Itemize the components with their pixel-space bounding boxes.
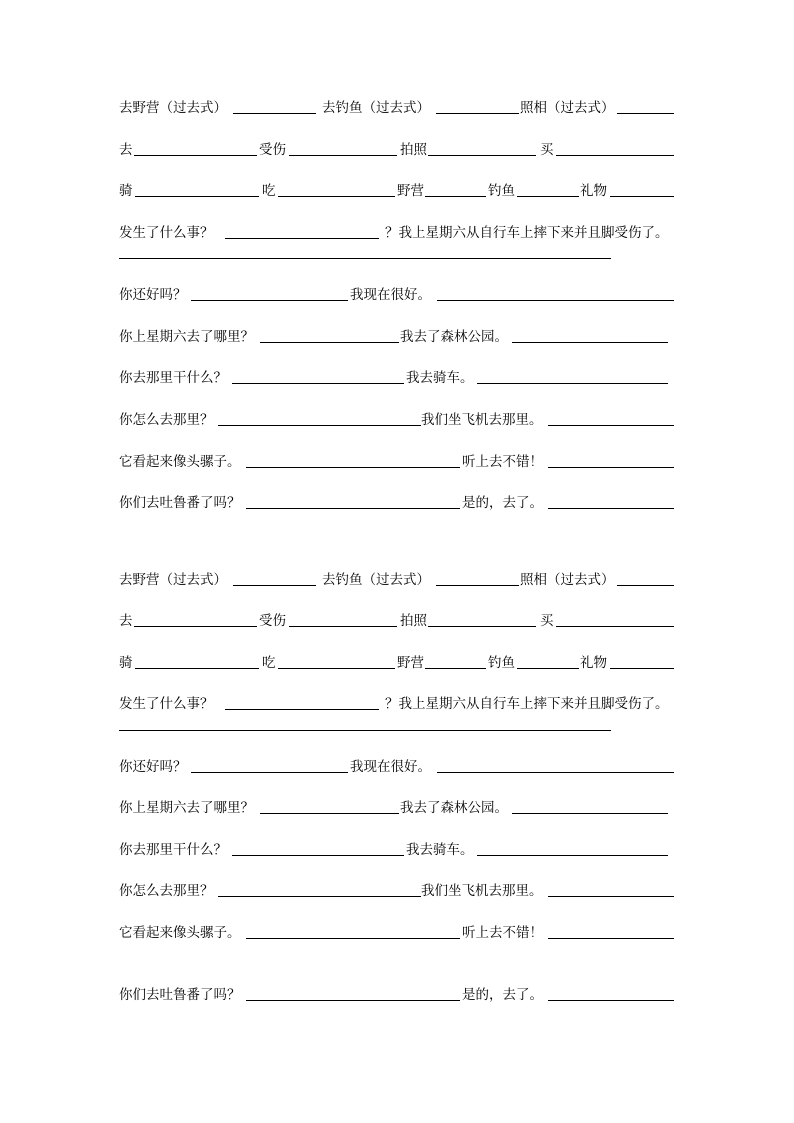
vocab-label: 钓鱼 (488, 655, 515, 671)
answer-blank[interactable] (233, 113, 316, 114)
dialogue-question: 发生了什么事？ (119, 225, 214, 241)
answer-blank[interactable] (617, 585, 674, 586)
dialogue-answer: 我去了森林公园。 (400, 329, 508, 345)
dialogue-row-5 (119, 410, 674, 430)
answer-blank[interactable] (278, 196, 395, 197)
dialogue-question: 你上星期六去了哪里？ (119, 800, 254, 816)
answer-blank[interactable] (191, 772, 348, 773)
dialogue-row-1 (119, 223, 674, 243)
answer-blank[interactable] (260, 813, 399, 814)
answer-blank[interactable] (556, 626, 674, 627)
dialogue-row-3 (119, 798, 674, 818)
answer-blank[interactable] (610, 668, 674, 669)
vocab-label: 去 (119, 613, 133, 629)
dialogue-row-7 (119, 493, 674, 513)
dialogue-question: 你们去吐鲁番了吗？ (119, 987, 241, 1003)
answer-blank[interactable] (512, 813, 668, 814)
vocab-label: 拍照 (400, 142, 427, 158)
vocab-label: 去钓鱼（过去式） (322, 100, 430, 116)
vocab-label: 照相（过去式） (520, 100, 615, 116)
dialogue-question: 它看起来像头骡子。 (119, 454, 241, 470)
answer-blank[interactable] (617, 113, 674, 114)
dialogue-question: 你们去吐鲁番了吗？ (119, 495, 241, 511)
vocab-label: 礼物 (580, 183, 607, 199)
answer-blank[interactable] (548, 467, 674, 468)
dialogue-answer: ？我上星期六从自行车上摔下来并且脚受伤了。 (385, 225, 669, 241)
vocab-label: 去 (119, 142, 133, 158)
answer-blank-full-line[interactable] (119, 258, 611, 259)
vocab-label: 买 (540, 142, 554, 158)
vocab-label: 礼物 (580, 655, 607, 671)
answer-blank[interactable] (246, 938, 460, 939)
dialogue-row-3 (119, 327, 674, 347)
vocab-label: 骑 (119, 183, 133, 199)
vocab-row-1 (119, 570, 674, 590)
answer-blank[interactable] (225, 709, 379, 710)
answer-blank[interactable] (548, 896, 674, 897)
dialogue-question: 你怎么去那里？ (119, 412, 214, 428)
vocab-label: 骑 (119, 655, 133, 671)
dialogue-question: 你去那里干什么？ (119, 842, 227, 858)
dialogue-answer: 我去骑车。 (406, 842, 474, 858)
dialogue-answer: 我去骑车。 (406, 370, 474, 386)
vocab-label: 买 (540, 613, 554, 629)
answer-blank-full-line[interactable] (119, 730, 611, 731)
answer-blank[interactable] (135, 196, 259, 197)
answer-blank[interactable] (135, 668, 259, 669)
vocab-row-2 (119, 140, 674, 160)
answer-blank[interactable] (278, 668, 395, 669)
vocab-label: 吃 (262, 183, 276, 199)
answer-blank[interactable] (260, 342, 399, 343)
answer-blank[interactable] (233, 585, 316, 586)
dialogue-question: 你还好吗？ (119, 759, 187, 775)
dialogue-row-4 (119, 368, 674, 388)
dialogue-question: 你怎么去那里？ (119, 883, 214, 899)
answer-blank[interactable] (232, 383, 404, 384)
dialogue-row-6 (119, 452, 674, 472)
vocab-label: 受伤 (259, 142, 286, 158)
dialogue-answer: 我现在很好。 (350, 287, 431, 303)
vocab-label: 去钓鱼（过去式） (322, 572, 430, 588)
answer-blank[interactable] (556, 155, 674, 156)
answer-blank[interactable] (437, 772, 674, 773)
answer-blank[interactable] (610, 196, 674, 197)
answer-blank[interactable] (232, 855, 404, 856)
answer-blank[interactable] (425, 196, 486, 197)
answer-blank[interactable] (512, 342, 668, 343)
answer-blank[interactable] (289, 155, 397, 156)
answer-blank[interactable] (218, 425, 421, 426)
vocab-label: 吃 (262, 655, 276, 671)
answer-blank[interactable] (246, 467, 460, 468)
dialogue-answer: 我现在很好。 (350, 759, 431, 775)
answer-blank[interactable] (134, 626, 257, 627)
dialogue-answer: ？我上星期六从自行车上摔下来并且脚受伤了。 (385, 696, 669, 712)
answer-blank[interactable] (548, 938, 674, 939)
dialogue-question: 发生了什么事？ (119, 696, 214, 712)
dialogue-row-6 (119, 923, 674, 943)
dialogue-row-4 (119, 840, 674, 860)
answer-blank[interactable] (428, 155, 536, 156)
answer-blank[interactable] (436, 585, 519, 586)
dialogue-row-2 (119, 285, 674, 305)
vocab-row-3 (119, 653, 674, 673)
dialogue-answer: 听上去不错！ (462, 454, 543, 470)
answer-blank[interactable] (517, 668, 579, 669)
answer-blank[interactable] (289, 626, 397, 627)
vocab-label: 野营 (397, 183, 424, 199)
vocab-label: 拍照 (400, 613, 427, 629)
dialogue-question: 你还好吗？ (119, 287, 187, 303)
dialogue-row-5 (119, 881, 674, 901)
vocab-label: 钓鱼 (488, 183, 515, 199)
answer-blank[interactable] (425, 668, 486, 669)
answer-blank[interactable] (436, 113, 519, 114)
answer-blank[interactable] (437, 300, 674, 301)
answer-blank[interactable] (548, 508, 674, 509)
answer-blank[interactable] (246, 508, 460, 509)
answer-blank[interactable] (218, 896, 421, 897)
answer-blank[interactable] (225, 238, 379, 239)
dialogue-answer: 我去了森林公园。 (400, 800, 508, 816)
answer-blank[interactable] (477, 855, 668, 856)
dialogue-question: 你去那里干什么？ (119, 370, 227, 386)
dialogue-question: 你上星期六去了哪里？ (119, 329, 254, 345)
answer-blank[interactable] (548, 1000, 674, 1001)
vocab-label: 去野营（过去式） (119, 100, 227, 116)
vocab-row-3 (119, 181, 674, 201)
answer-blank[interactable] (191, 300, 348, 301)
dialogue-answer: 听上去不错！ (462, 925, 543, 941)
dialogue-question: 它看起来像头骡子。 (119, 925, 241, 941)
dialogue-answer: 我们坐飞机去那里。 (421, 412, 543, 428)
answer-blank[interactable] (428, 626, 536, 627)
vocab-label: 照相（过去式） (520, 572, 615, 588)
vocab-label: 野营 (397, 655, 424, 671)
dialogue-answer: 是的，去了。 (462, 987, 543, 1003)
answer-blank[interactable] (246, 1000, 460, 1001)
dialogue-row-1 (119, 694, 674, 714)
answer-blank[interactable] (548, 425, 674, 426)
dialogue-answer: 我们坐飞机去那里。 (421, 883, 543, 899)
answer-blank[interactable] (517, 196, 579, 197)
dialogue-row-7 (119, 985, 674, 1005)
vocab-label: 受伤 (259, 613, 286, 629)
vocab-row-1 (119, 98, 674, 118)
answer-blank[interactable] (477, 383, 668, 384)
dialogue-row-2 (119, 757, 674, 777)
answer-blank[interactable] (134, 155, 257, 156)
dialogue-answer: 是的，去了。 (462, 495, 543, 511)
vocab-row-2 (119, 611, 674, 631)
vocab-label: 去野营（过去式） (119, 572, 227, 588)
